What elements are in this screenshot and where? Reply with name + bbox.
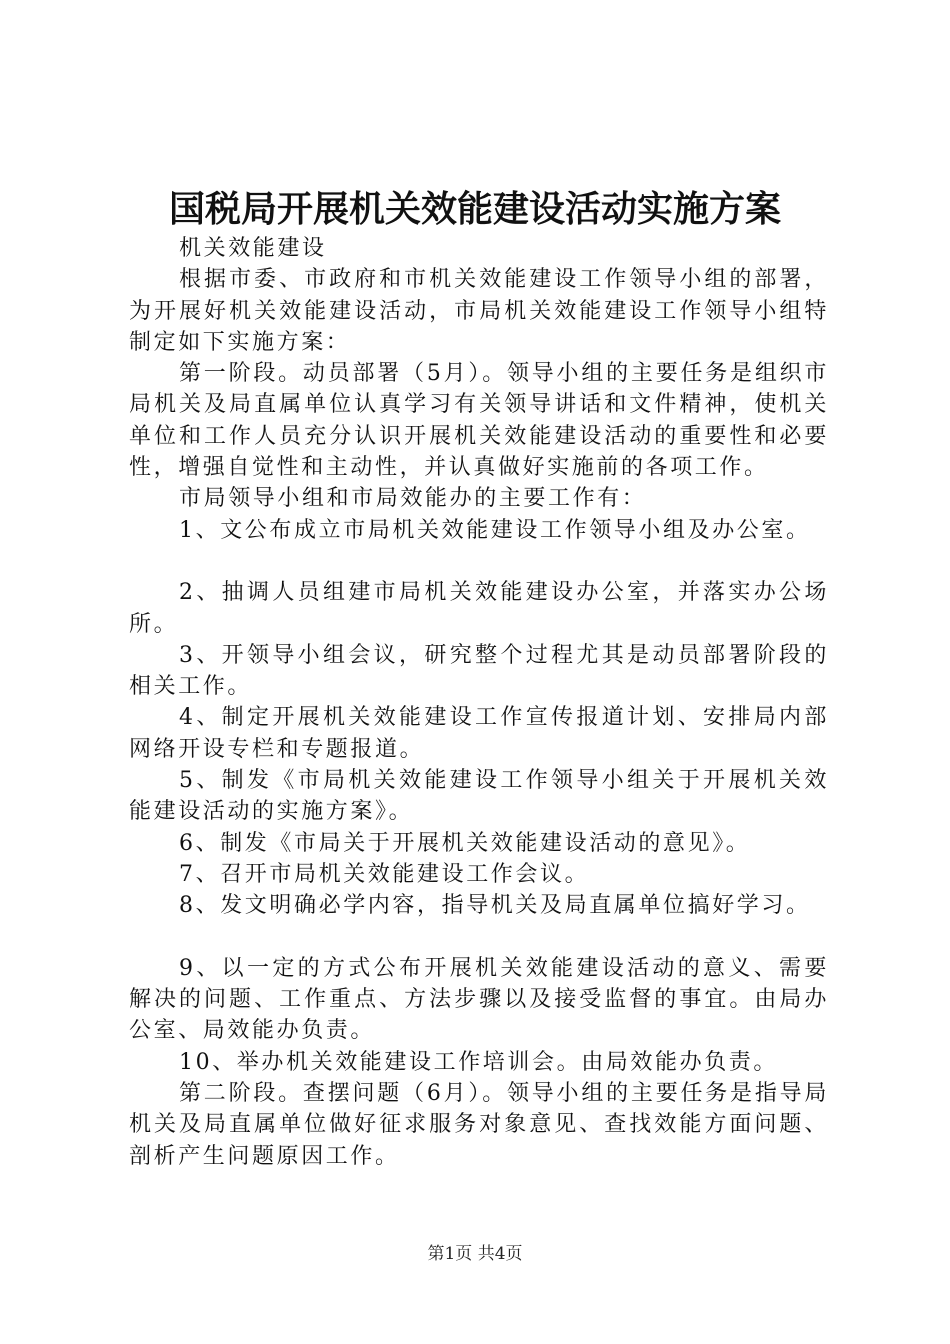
- list-item-3: 3、开领导小组会议，研究整个过程尤其是动员部署阶段的相关工作。: [129, 642, 829, 700]
- list-item-5: 5、制发《市局机关效能建设工作领导小组关于开展机关效能建设活动的实施方案》。: [129, 768, 829, 825]
- paragraph-subtitle: 机关效能建设: [179, 236, 327, 261]
- paragraph-main-tasks: 市局领导小组和市局效能办的主要工作有：: [179, 486, 647, 512]
- list-item-6: 6、制发《市局关于开展机关效能建设活动的意见》。: [179, 830, 751, 856]
- list-item-9: 9、以一定的方式公布开展机关效能建设活动的意义、需要解决的问题、工作重点、方法步骤以及接受监督的事宜。由局办公室、局效能办负责。: [129, 955, 829, 1044]
- page-footer: 第1页 共4页: [427, 1244, 523, 1264]
- paragraph-phase-one: 第一阶段。动员部署（5月）。领导小组的主要任务是组织市局机关及局直属单位认真学习有关领导讲话和文件精神，使机关单位和工作人员充分认识开展机关效能建设活动的重要性和必要性，增强自觉性和主动性，并认真做好实施前的各项工作。: [129, 361, 829, 481]
- list-item-4: 4、制定开展机关效能建设工作宣传报道计划、安排局内部网络开设专栏和专题报道。: [129, 705, 829, 762]
- document-title: 国税局开展机关效能建设活动实施方案: [168, 188, 781, 230]
- paragraph-intro: 根据市委、市政府和市机关效能建设工作领导小组的部署，为开展好机关效能建设活动，市局机关效能建设工作领导小组特制定如下实施方案：: [129, 267, 829, 355]
- paragraph-phase-two: 第二阶段。查摆问题（6月）。领导小组的主要任务是指导局机关及局直属单位做好征求服务对象意见、查找效能方面问题、剖析产生问题原因工作。: [129, 1081, 829, 1169]
- list-item-1: 1、文公布成立市局机关效能建设工作领导小组及办公室。: [179, 517, 811, 543]
- list-item-8: 8、发文明确必学内容，指导机关及局直属单位搞好学习。: [179, 893, 811, 919]
- list-item-2: 2、抽调人员组建市局机关效能建设办公室，并落实办公场所。: [129, 580, 829, 637]
- list-item-7: 7、召开市局机关效能建设工作会议。: [179, 861, 590, 887]
- list-item-10: 10、举办机关效能建设工作培训会。由局效能办负责。: [179, 1049, 778, 1075]
- document-body: [129, 233, 829, 1172]
